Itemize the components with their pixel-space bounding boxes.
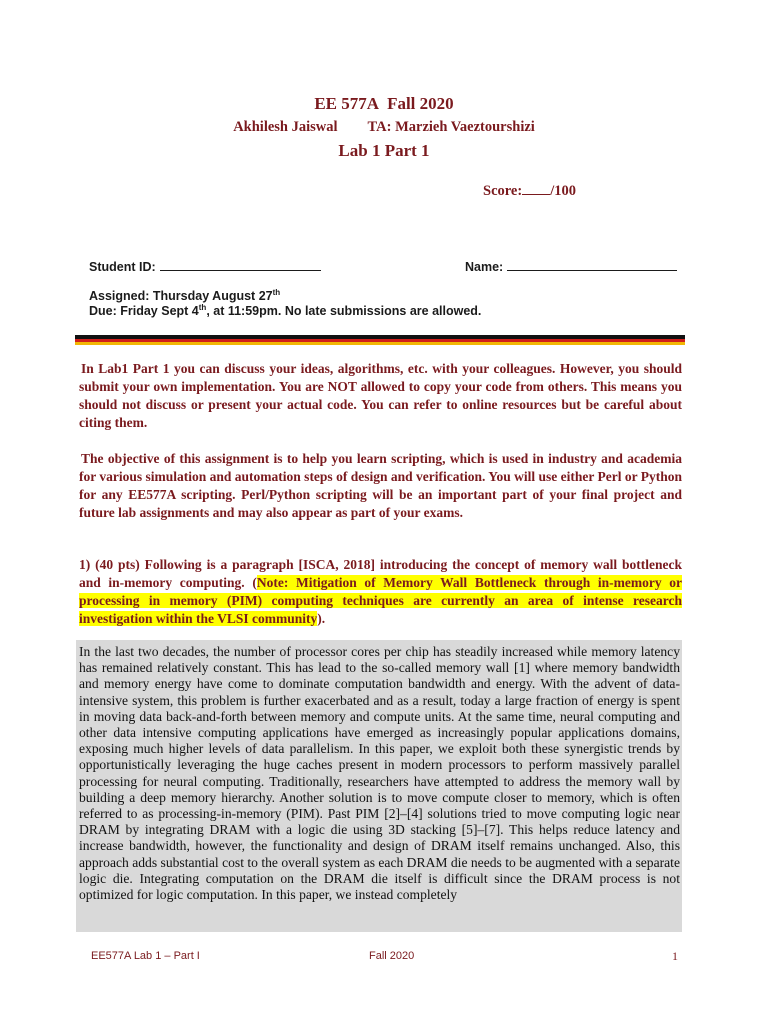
due-date	[89, 304, 481, 319]
score-field	[483, 182, 576, 200]
name-field	[465, 258, 677, 274]
course-term: Fall 2020	[387, 94, 454, 113]
collaboration-policy: In Lab1 Part 1 you can discuss your ideas, algorithms, etc. with your colleagues. However, you should submit your own implementation. You are NOT allowed to copy your code from others. This means you should not discuss or present your actual code. You can refer to online resources but be careful about citing them.	[79, 361, 682, 430]
student-id-field	[89, 258, 321, 274]
student-id-blank	[160, 258, 321, 271]
instructors-line	[0, 119, 768, 136]
question-1-close: ).	[317, 611, 326, 626]
name-blank	[507, 258, 677, 271]
due-sup: th	[198, 302, 207, 312]
page-number: 1	[672, 949, 678, 963]
name-label: Name:	[465, 260, 504, 274]
assigned-sup: th	[272, 287, 281, 297]
score-label: Score:	[483, 183, 523, 199]
lab-title: Lab 1 Part 1	[338, 141, 430, 160]
score-total: /100	[550, 183, 576, 199]
course-title	[0, 94, 768, 114]
divider-gold	[75, 342, 685, 345]
question-1-text: 1) (40 pts) Following is a paragraph [ISCA, 2018] introducing the concept of memory wall bottleneck and in-memory computing. (	[79, 557, 682, 590]
dates-block	[89, 289, 481, 319]
author-name: Akhilesh Jaiswal	[233, 119, 338, 135]
assigned-date	[89, 289, 481, 304]
question-1	[79, 556, 682, 628]
assigned-text: Assigned: Thursday August 27	[89, 289, 273, 303]
course-code: EE 577A	[314, 94, 380, 113]
due-text: Due: Friday Sept 4	[89, 304, 199, 318]
question-1-note: Note: Mitigation of Memory Wall Bottleneck through in-memory or processing in memory (PIM) computing techniques are currently an area of intense research investigation within the VLSI community	[79, 575, 683, 626]
score-blank	[522, 182, 550, 195]
student-id-label: Student ID:	[89, 260, 156, 274]
footer-course: EE577A Lab 1 – Part I	[91, 950, 200, 962]
footer-term: Fall 2020	[369, 950, 415, 962]
objective-paragraph: The objective of this assignment is to help you learn scripting, which is used in industry and academia for various simulation and automation steps of design and verification. You will use either Perl or Python for any EE577A scripting. Perl/Python scripting will be an important part of your final project and future lab assignments and may also appear as part of your exams.	[79, 451, 682, 520]
ta-name: TA: Marzieh Vaeztourshizi	[367, 119, 535, 135]
due-suffix: , at 11:59pm. No late submissions are allowed.	[206, 304, 482, 318]
quoted-passage: In the last two decades, the number of processor cores per chip has steadily increased while memory latency has remained relatively constant. This has lead to the so-called memory wall [1] where memory bandwidth and memory energy have come to dominate computation bandwidth and energy. With the advent of data-intensive system, this problem is further exacerbated and as a result, today a large fraction of energy is spent in moving data back-and-forth between memory and compute units. At the same time, neural computing and other data intensive computing applications have emerged as increasingly popular applications domains, exposing much higher levels of data parallelism. In this paper, we exploit both these synergistic trends by opportunistically leveraging the huge caches present in modern processors to perform massively parallel processing for neural computing. Traditionally, researchers have attempted to address the memory wall by building a deep memory hierarchy. Another solution is to move compute closer to memory, which is often referred to as processing-in-memory (PIM). Past PIM [2]–[4] solutions tried to move computing logic near DRAM by integrating DRAM with a logic die using 3D stacking [5]–[7]. This helps reduce latency and increase bandwidth, however, the functionality and design of DRAM itself remains unchanged. Also, this approach adds substantial cost to the overall system as each DRAM die needs to be augmented with a separate logic die. Integrating computation on the DRAM die itself is difficult since the DRAM process is not optimized for logic computation. In this paper, we instead completely	[76, 640, 682, 932]
